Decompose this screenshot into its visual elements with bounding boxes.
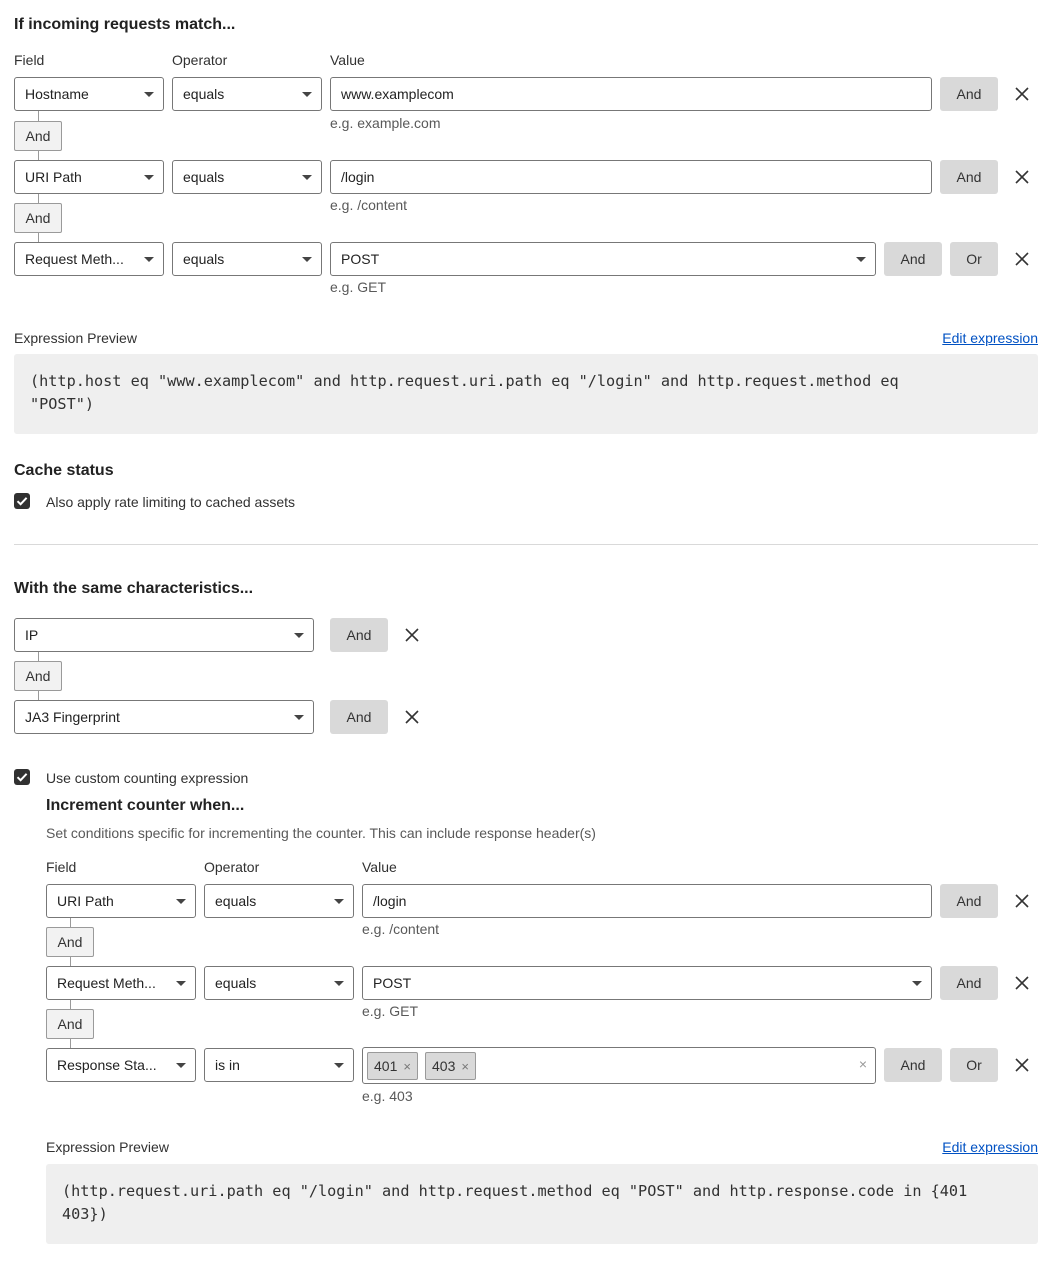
chevron-down-icon [302,92,312,97]
chevron-down-icon [176,981,186,986]
match-row2-operator-select[interactable] [172,160,322,194]
counting-operator-column-label: Operator [204,859,260,875]
match-row1-operator-select[interactable] [172,77,322,111]
characteristic-row2-remove-icon[interactable] [403,708,421,726]
counting-row3-or-button[interactable]: Or [950,1048,998,1082]
counting-connector-and-2[interactable]: And [46,1009,94,1039]
cache-checkbox[interactable] [14,493,30,509]
match-row3-value: POST [341,251,380,267]
match-row3-field-select[interactable] [14,242,164,276]
cache-status-title: Cache status [14,462,114,479]
match-field-column-label: Field [14,52,45,68]
counting-row1-field-value: URI Path [57,893,114,909]
match-section-title: If incoming requests match... [14,16,236,33]
counting-title: Increment counter when... [46,797,245,814]
cache-checkbox-label: Also apply rate limiting to cached assets [46,494,296,510]
counting-edit-expression-link[interactable]: Edit expression [942,1139,1038,1155]
match-row1-operator-value: equals [183,86,225,102]
characteristics-connector-and[interactable]: And [14,661,62,691]
characteristic-row1-select[interactable] [14,618,314,652]
chevron-down-icon [334,1063,344,1068]
match-row1-remove-icon[interactable] [1013,85,1031,103]
characteristic-row2-value: JA3 Fingerprint [25,709,120,725]
counting-row3-field-select[interactable] [46,1048,196,1082]
counting-value-column-label: Value [362,859,397,875]
clear-all-icon[interactable]: × [858,1056,867,1072]
match-row1-field-value: Hostname [25,86,89,102]
match-preview-label: Expression Preview [14,330,137,346]
counting-row1-operator-value: equals [215,893,257,909]
counting-row2-operator-value: equals [215,975,257,991]
counting-row2-remove-icon[interactable] [1013,974,1031,992]
characteristic-row1-remove-icon[interactable] [403,626,421,644]
tag-401 [367,1052,418,1080]
match-row2-field-value: URI Path [25,169,82,185]
match-edit-expression-link[interactable]: Edit expression [942,330,1038,346]
chevron-down-icon [294,715,304,720]
match-row2-and-button[interactable]: And [940,160,998,194]
chevron-down-icon [176,899,186,904]
match-row1-field-select[interactable] [14,77,164,111]
match-row1-value-input[interactable]: www.examplecom [330,77,932,111]
tag-401-label: 401 [374,1058,398,1074]
match-operator-column-label: Operator [172,52,228,68]
chevron-down-icon [302,175,312,180]
chevron-down-icon [176,1063,186,1068]
counting-row1-operator-select[interactable] [204,884,354,918]
counting-row3-multi-select[interactable] [362,1047,876,1084]
match-value-column-label: Value [330,52,365,68]
chevron-down-icon [302,257,312,262]
chevron-down-icon [334,899,344,904]
counting-row3-value-hint: e.g. 403 [362,1088,413,1104]
check-icon [14,493,30,509]
match-row1-value-hint: e.g. example.com [330,115,441,131]
chevron-down-icon [144,257,154,262]
chevron-down-icon [294,633,304,638]
counting-row1-remove-icon[interactable] [1013,892,1031,910]
tag-403-remove-icon[interactable]: × [461,1059,469,1074]
counting-description: Set conditions specific for incrementing the counter. This can include response header(s) [46,825,596,841]
counting-row2-value: POST [373,975,412,991]
counting-row1-and-button[interactable]: And [940,884,998,918]
counting-row2-value-hint: e.g. GET [362,1003,419,1019]
match-row2-value-input[interactable]: /login [330,160,932,194]
counting-row3-and-button[interactable]: And [884,1048,942,1082]
custom-counting-checkbox-label: Use custom counting expression [46,770,249,786]
characteristic-row1-value: IP [25,627,39,643]
counting-row1-field-select[interactable] [46,884,196,918]
match-row2-value-hint: e.g. /content [330,197,408,213]
counting-row3-operator-select[interactable] [204,1048,354,1082]
counting-row1-value-hint: e.g. /content [362,921,440,937]
match-row3-value-select[interactable] [330,242,876,276]
counting-row3-operator-value: is in [215,1057,240,1073]
characteristic-row2-select[interactable] [14,700,314,734]
counting-preview-label: Expression Preview [46,1139,169,1155]
characteristic-row1-and-button[interactable]: And [330,618,388,652]
check-icon [14,769,30,785]
match-connector-and-2[interactable]: And [14,203,62,233]
match-row2-operator-value: equals [183,169,225,185]
chevron-down-icon [144,175,154,180]
counting-field-column-label: Field [46,859,77,875]
chevron-down-icon [856,257,866,262]
chevron-down-icon [144,92,154,97]
tag-403 [425,1052,476,1080]
match-row3-and-button[interactable]: And [884,242,942,276]
counting-row2-value-select[interactable] [362,966,932,1000]
counting-row3-remove-icon[interactable] [1013,1056,1031,1074]
match-row3-value-hint: e.g. GET [330,279,387,295]
match-row3-operator-select[interactable] [172,242,322,276]
counting-row2-and-button[interactable]: And [940,966,998,1000]
match-connector-and-1[interactable]: And [14,121,62,151]
chevron-down-icon [912,981,922,986]
section-divider [14,544,1038,545]
counting-row2-field-value: Request Meth... [57,975,156,991]
match-row3-operator-value: equals [183,251,225,267]
characteristics-title: With the same characteristics... [14,580,254,597]
match-row3-or-button[interactable]: Or [950,242,998,276]
counting-expression-preview: (http.request.uri.path eq "/login" and http.request.method eq "POST" and http.response.code in {401 403}) [46,1164,1038,1244]
counting-row3-field-value: Response Sta... [57,1057,157,1073]
match-row1-and-button[interactable]: And [940,77,998,111]
match-row3-field-value: Request Meth... [25,251,124,267]
counting-row2-field-select[interactable] [46,966,196,1000]
match-row3-remove-icon[interactable] [1013,250,1031,268]
custom-counting-checkbox[interactable] [14,769,30,785]
match-row2-field-select[interactable] [14,160,164,194]
counting-row2-operator-select[interactable] [204,966,354,1000]
match-row2-remove-icon[interactable] [1013,168,1031,186]
tag-401-remove-icon[interactable]: × [403,1059,411,1074]
tag-403-label: 403 [432,1058,456,1074]
chevron-down-icon [334,981,344,986]
characteristic-row2-and-button[interactable]: And [330,700,388,734]
counting-row1-value-input[interactable]: /login [362,884,932,918]
match-expression-preview: (http.host eq "www.examplecom" and http.request.uri.path eq "/login" and http.request.method eq "POST") [14,354,1038,434]
counting-connector-and-1[interactable]: And [46,927,94,957]
